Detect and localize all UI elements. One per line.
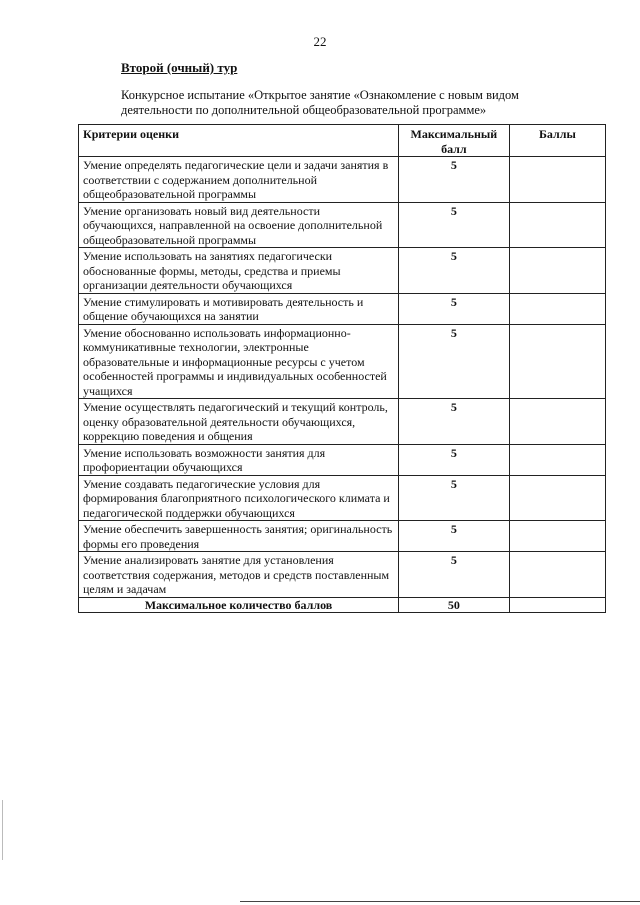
score-cell[interactable]	[509, 521, 605, 552]
header-criteria: Критерии оценки	[79, 125, 399, 157]
score-cell[interactable]	[509, 293, 605, 324]
total-label: Максимальное количество баллов	[79, 597, 399, 613]
bottom-rule	[240, 901, 640, 902]
criterion-cell: Умение определять педагогические цели и задачи занятия в соответствии с содержанием дополнительной общеобразовательной программы	[79, 157, 399, 203]
table-header-row	[79, 125, 606, 157]
scan-edge-mark	[2, 800, 3, 860]
total-max-value: 50	[398, 597, 509, 613]
score-cell[interactable]	[509, 444, 605, 475]
table-row	[79, 552, 606, 598]
score-cell[interactable]	[509, 248, 605, 294]
table-row	[79, 202, 606, 248]
score-cell[interactable]	[509, 399, 605, 445]
table-row	[79, 521, 606, 552]
score-cell[interactable]	[509, 552, 605, 598]
max-score-cell: 5	[398, 444, 509, 475]
table-row	[79, 157, 606, 203]
max-score-cell: 5	[398, 521, 509, 552]
score-cell[interactable]	[509, 157, 605, 203]
max-score-cell: 5	[398, 248, 509, 294]
header-score: Баллы	[509, 125, 605, 157]
table-row	[79, 399, 606, 445]
section-title: Второй (очный) тур	[121, 60, 238, 75]
total-row	[79, 597, 606, 613]
criterion-cell: Умение организовать новый вид деятельности обучающихся, направленной на освоение дополнительной общеобразовательной программы	[79, 202, 399, 248]
max-score-cell: 5	[398, 293, 509, 324]
criterion-cell: Умение использовать возможности занятия для профориентации обучающихся	[79, 444, 399, 475]
table-row	[79, 293, 606, 324]
score-cell[interactable]	[509, 324, 605, 399]
criterion-cell: Умение анализировать занятие для установления соответствия содержания, методов и средств поставленным целям и задачам	[79, 552, 399, 598]
criterion-cell: Умение использовать на занятиях педагогически обоснованные формы, методы, средства и приемы организации деятельности обучающихся	[79, 248, 399, 294]
criterion-cell: Умение обоснованно использовать информационно-коммуникативные технологии, электронные образовательные и информационные ресурсы с учетом особенностей программы и индивидуальных особенностей учащихся	[79, 324, 399, 399]
max-score-cell: 5	[398, 202, 509, 248]
criteria-table	[78, 124, 606, 613]
table-row	[79, 444, 606, 475]
page-number: 22	[313, 34, 327, 49]
total-score-cell[interactable]	[509, 597, 605, 613]
max-score-cell: 5	[398, 399, 509, 445]
table-body	[79, 157, 606, 613]
criterion-cell: Умение обеспечить завершенность занятия; оригинальность формы его проведения	[79, 521, 399, 552]
header-max-score: Максимальный балл	[398, 125, 509, 157]
criterion-cell: Умение создавать педагогические условия для формирования благоприятного психологического климата и педагогической поддержки обучающихся	[79, 475, 399, 521]
table-row	[79, 324, 606, 399]
table-row	[79, 248, 606, 294]
max-score-cell: 5	[398, 157, 509, 203]
table-row	[79, 475, 606, 521]
max-score-cell: 5	[398, 475, 509, 521]
criterion-cell: Умение осуществлять педагогический и текущий контроль, оценку образовательной деятельности обучающихся, коррекцию поведения и общения	[79, 399, 399, 445]
score-cell[interactable]	[509, 202, 605, 248]
max-score-cell: 5	[398, 324, 509, 399]
max-score-cell: 5	[398, 552, 509, 598]
intro-text: Конкурсное испытание «Открытое занятие «Ознакомление с новым видом деятельности по дополнительной общеобразовательной программе»	[121, 88, 519, 117]
score-cell[interactable]	[509, 475, 605, 521]
criterion-cell: Умение стимулировать и мотивировать деятельность и общение обучающихся на занятии	[79, 293, 399, 324]
